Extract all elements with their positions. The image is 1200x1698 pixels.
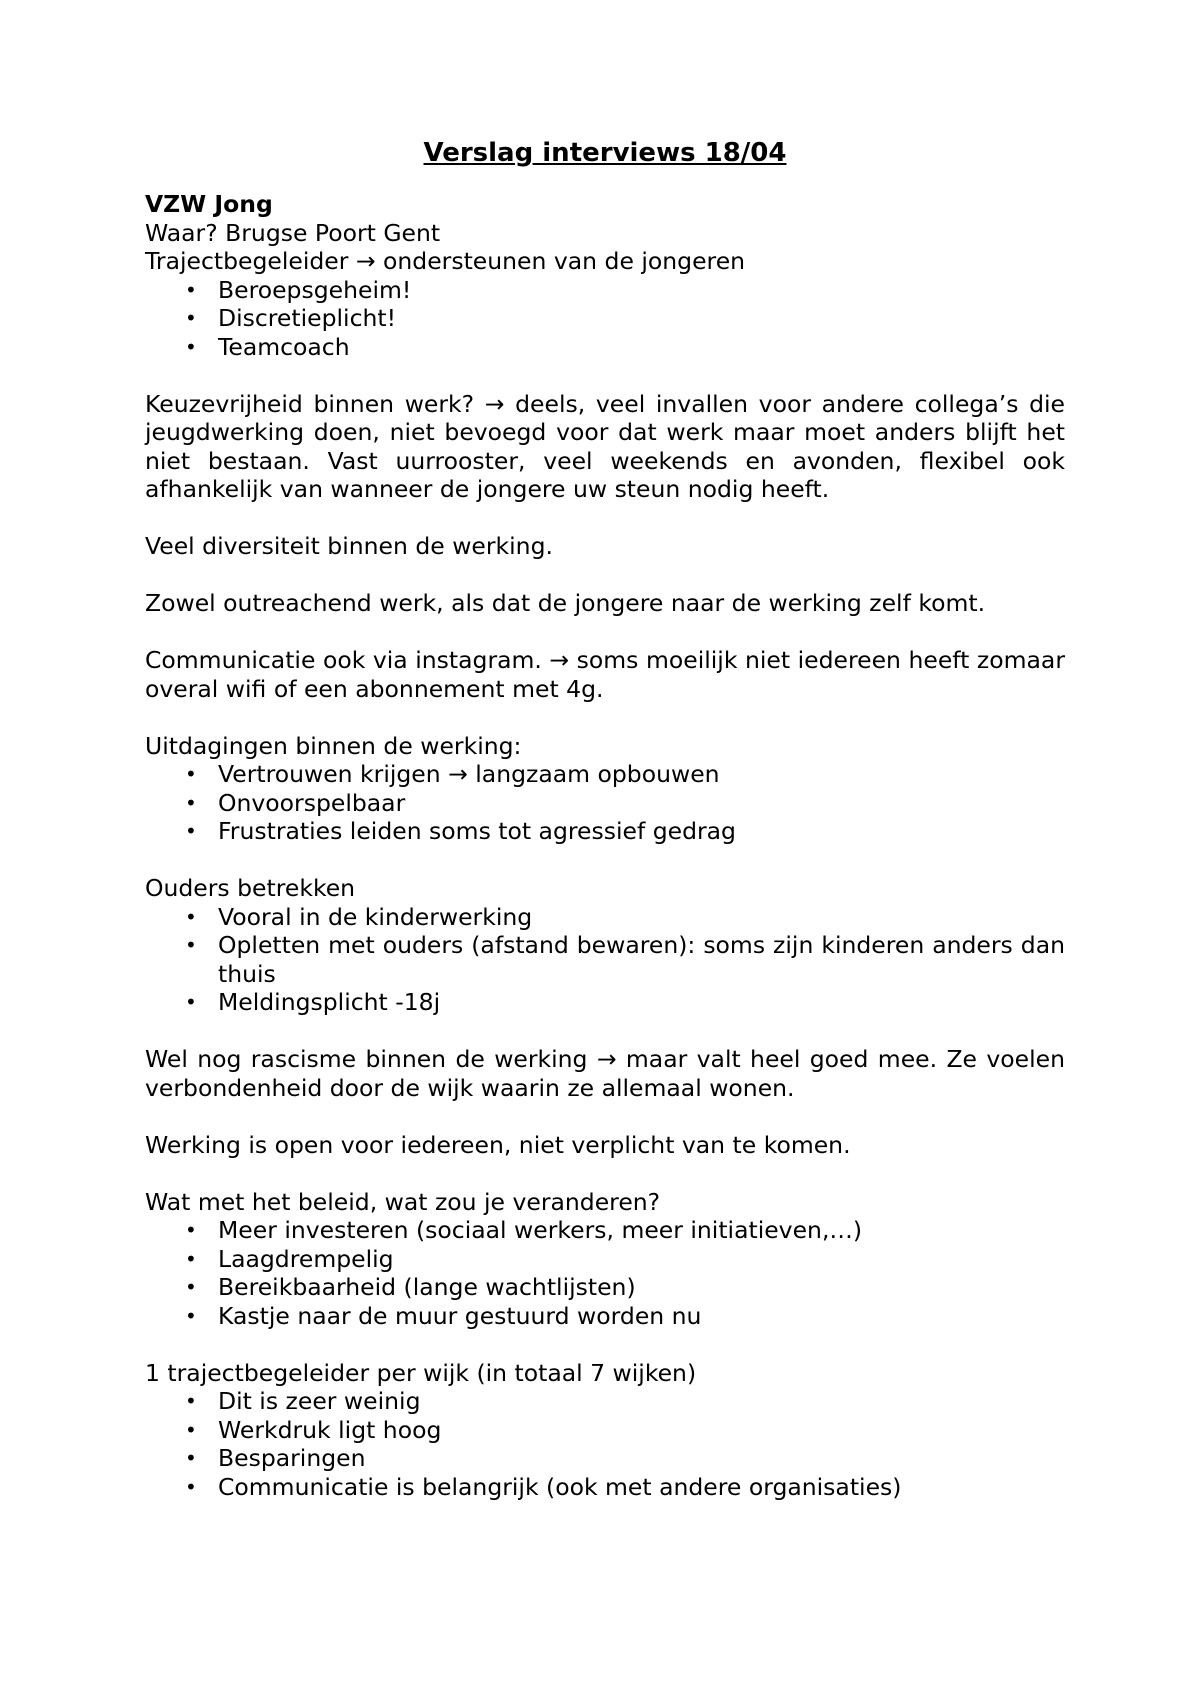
- organization-heading: VZW Jong: [145, 190, 273, 218]
- list-item: • Kastje naar de muur gestuurd worden nu: [185, 1301, 702, 1330]
- uitdagingen-heading: Uitdagingen binnen de werking:: [145, 731, 522, 760]
- bullet-icon: •: [185, 1218, 197, 1242]
- bullet-icon: •: [185, 334, 197, 359]
- list-item: • Meldingsplicht -18j: [185, 988, 441, 1016]
- bullet-icon: •: [185, 1246, 197, 1271]
- racisme-paragraph: Wel nog rascisme binnen de werking → maar valt heel goed mee. Ze voelen verbondenheid door de wijk waarin ze allemaal wonen.: [145, 1045, 1065, 1102]
- bullet-icon: •: [185, 904, 197, 929]
- beleid-list: [145, 1216, 1065, 1330]
- list-item: • Besparingen: [185, 1444, 366, 1472]
- communicatie-paragraph: Communicatie ook via instagram. → soms moeilijk niet iedereen heeft zomaar overal wifi of een abonnement met 4g.: [145, 646, 1065, 703]
- list-item: • Vertrouwen krijgen → langzaam opbouwen: [185, 760, 720, 788]
- list-item: • Laagdrempelig: [185, 1244, 394, 1273]
- list-item: • Bereikbaarheid (lange wachtlijsten): [185, 1273, 636, 1301]
- list-item: • Frustraties leiden soms tot agressief gedrag: [185, 817, 736, 845]
- bullet-icon: •: [185, 277, 197, 302]
- uitdagingen-list: [145, 760, 1065, 846]
- bullet-icon: •: [185, 1303, 197, 1328]
- list-item: • Dit is zeer weinig: [185, 1387, 421, 1415]
- bullet-icon: •: [185, 790, 197, 815]
- bullet-icon: •: [185, 933, 197, 957]
- trajectbegeleider-list: [145, 1387, 1065, 1501]
- bullet-icon: •: [185, 762, 197, 786]
- role-bullet-list: [145, 276, 1065, 362]
- list-item: • Discretieplicht!: [185, 304, 397, 332]
- bullet-icon: •: [185, 819, 197, 843]
- document-page: [145, 138, 1065, 1501]
- ouders-list: [145, 903, 1065, 1017]
- list-item: • Vooral in de kinderwerking: [185, 902, 533, 931]
- bullet-icon: •: [185, 1389, 197, 1413]
- document-title: Verslag interviews 18/04: [423, 138, 787, 168]
- bullet-icon: •: [185, 1446, 197, 1470]
- ouders-heading: Ouders betrekken: [145, 874, 356, 902]
- bullet-icon: •: [185, 306, 197, 330]
- diversiteit-paragraph: Veel diversiteit binnen de werking.: [145, 532, 553, 560]
- role-line: Trajectbegeleider → ondersteunen van de jongeren: [145, 247, 746, 275]
- list-item: • Onvoorspelbaar: [185, 788, 406, 817]
- outreachend-paragraph: Zowel outreachend werk, als dat de jongere naar de werking zelf komt.: [145, 589, 986, 617]
- trajectbegeleider-heading: 1 trajectbegeleider per wijk (in totaal 7 wijken): [145, 1358, 697, 1387]
- bullet-icon: •: [185, 990, 197, 1014]
- keuzevrijheid-paragraph: Keuzevrijheid binnen werk? → deels, veel invallen voor andere collega’s die jeugdwerking doen, niet bevoegd voor dat werk maar moet anders blijft het niet bestaan. Vast uurrooster, veel weekends en avonden, flexibel ook afhankelijk van wanneer de jongere uw steun nodig heeft.: [145, 389, 1065, 503]
- list-item: • Meer investeren (sociaal werkers, meer initiatieven,…): [185, 1216, 863, 1244]
- list-item: • Beroepsgeheim!: [185, 275, 412, 304]
- bullet-icon: •: [185, 1417, 197, 1442]
- list-item: • Werkdruk ligt hoog: [185, 1415, 442, 1444]
- bullet-icon: •: [185, 1275, 197, 1299]
- list-item: • Communicatie is belangrijk (ook met andere organisaties): [185, 1472, 902, 1501]
- list-item: • Opletten met ouders (afstand bewaren): soms zijn kinderen anders dan thuis: [185, 931, 1065, 988]
- beleid-heading: Wat met het beleid, wat zou je veranderen?: [145, 1187, 661, 1216]
- location-line: Waar? Brugse Poort Gent: [145, 218, 441, 247]
- list-item: • Teamcoach: [185, 332, 350, 361]
- bullet-icon: •: [185, 1474, 197, 1499]
- open-paragraph: Werking is open voor iedereen, niet verplicht van te komen.: [145, 1130, 851, 1159]
